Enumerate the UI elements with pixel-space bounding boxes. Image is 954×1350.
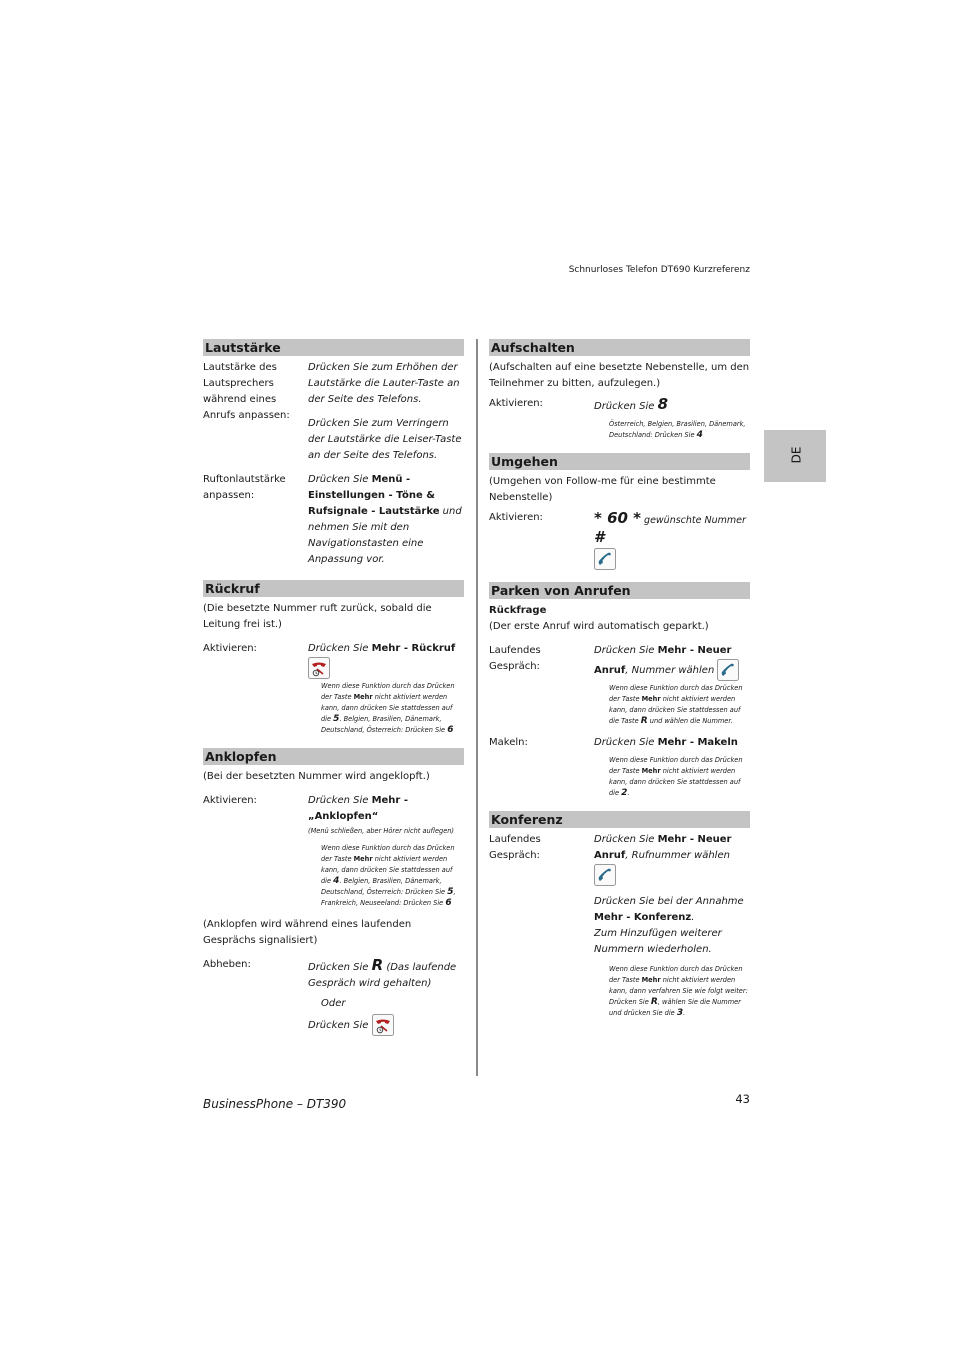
setting-row (203, 472, 464, 568)
setting-row (489, 735, 750, 751)
section-title: Lautstärke (203, 339, 464, 356)
hint: (Menü schließen, aber Hörer nicht auflegen) (308, 827, 454, 835)
setting-row (489, 396, 750, 415)
text: Drücken Sie (308, 643, 372, 654)
section-description: (Der erste Anruf wird automatisch geparkt.) (489, 621, 709, 632)
row-value (308, 957, 464, 992)
row-value (308, 641, 464, 679)
text: . (691, 912, 695, 923)
instruction-text: Zum Hinzufügen weiterer Nummern wiederholen. (594, 928, 722, 955)
key: 5 (447, 887, 454, 897)
text: Wenn diese Funktion durch das Drücken der Taste (321, 682, 455, 701)
row-value (308, 793, 464, 837)
or-text: Oder (321, 998, 346, 1009)
code: * 60 * (594, 509, 642, 527)
footnote (609, 683, 750, 727)
row-label: Laufendes Gespräch: (489, 834, 541, 861)
column-divider (476, 339, 478, 1076)
key: 6 (447, 725, 454, 735)
setting-row (203, 957, 464, 992)
row-value (594, 396, 750, 415)
text: nicht aktiviert werden kann, dann verfahren Sie wie folgt weiter: Drücken Sie (609, 976, 748, 1006)
footnote (609, 964, 750, 1019)
callback-icon (308, 657, 330, 679)
footnote (321, 843, 464, 909)
text: nicht aktiviert werden kann, dann drücken Sie stattdessen auf die (321, 693, 453, 723)
right-column (489, 339, 750, 1031)
text: Drücken Sie (308, 962, 372, 973)
row-value (594, 735, 750, 751)
setting-row (203, 360, 464, 464)
key: 4 (696, 430, 703, 440)
section-description: (Bei der besetzten Nummer wird angeklopft.) (203, 771, 430, 782)
section-description: (Die besetzte Nummer ruft zurück, sobald die Leitung frei ist.) (203, 603, 432, 630)
menu-path: Menü - Einstellungen - Töne & Rufsignale - Lautstärke (308, 474, 440, 517)
menu-path: Mehr - Rückruf (371, 643, 456, 654)
footnote (609, 755, 750, 799)
footnote (321, 681, 464, 736)
row-label: Ruftonlautstärke anpassen: (203, 474, 286, 501)
text: Drücken Sie (594, 834, 658, 845)
row-label: Aktivieren: (203, 795, 257, 806)
key-name: Mehr (641, 767, 661, 775)
section-title: Anklopfen (203, 748, 464, 765)
instruction-text: Drücken Sie zum Erhöhen der Lautstärke die Lauter-Taste an der Seite des Telefons. (308, 362, 460, 405)
text: nicht aktiviert werden kann, dann drücken Sie stattdessen auf die Taste (609, 695, 741, 725)
text: und nehmen Sie mit den Navigationstasten eine Anpassung vor. (308, 506, 462, 565)
left-column (203, 339, 464, 1048)
text: Drücken Sie (308, 795, 372, 806)
page-number: 43 (735, 1092, 750, 1106)
section-title: Aufschalten (489, 339, 750, 356)
text: Drücken Sie bei der Annahme (594, 896, 744, 907)
text: Wenn diese Funktion durch das Drücken der Taste (609, 684, 743, 703)
key-name: Mehr (353, 855, 373, 863)
row-value (308, 360, 464, 464)
row-label: Lautstärke des Lautsprechers während eines Anrufs anpassen: (203, 362, 290, 421)
section-description: (Aufschalten auf eine besetzte Nebenstelle, um den Teilnehmer zu bitten, aufzulegen.) (489, 362, 750, 389)
setting-row (489, 510, 750, 570)
row-label: Aktivieren: (489, 398, 543, 409)
key: R (371, 956, 384, 974)
row-value (308, 472, 464, 568)
key-name: Mehr (641, 976, 661, 984)
subsection-title: Rückfrage (489, 605, 547, 616)
phone-call-icon (594, 864, 616, 886)
text: . Belgien, Brasilien, Dänemark, Deutschland, Österreich: Drücken Sie (321, 877, 448, 896)
phone-call-icon (717, 659, 739, 681)
menu-path: Mehr - „Anklopfen“ (308, 795, 408, 822)
text: nicht aktiviert werden kann, dann drücken Sie stattdessen auf die (321, 855, 453, 885)
row-label: Aktivieren: (203, 643, 257, 654)
setting-row (203, 641, 464, 679)
section-description: (Umgehen von Follow-me für eine bestimmte Nebenstelle) (489, 476, 716, 503)
row-value (594, 510, 750, 570)
key-name: Mehr (353, 693, 373, 701)
key: # (594, 528, 605, 546)
text: nicht aktiviert werden kann, dann drücken Sie stattdessen auf die (609, 767, 741, 797)
key-name: Mehr (641, 695, 661, 703)
key: 3 (676, 1008, 684, 1018)
text: , Nummer wählen (625, 665, 715, 676)
text: und wählen die Nummer. (647, 717, 733, 725)
row-value (308, 1014, 464, 1036)
phone-call-icon (594, 548, 616, 570)
section-description: (Anklopfen wird während eines laufenden Gesprächs signalisiert) (203, 919, 412, 946)
language-tab-label: DE (789, 446, 804, 464)
footnote (609, 419, 750, 441)
instruction-text (594, 894, 750, 926)
row-value (594, 643, 750, 681)
text: , wählen Sie die Nummer und drücken Sie die (609, 998, 741, 1017)
menu-path: Mehr - Makeln (657, 737, 738, 748)
text: Drücken Sie (308, 474, 372, 485)
section-rueckruf (203, 580, 464, 736)
text: Drücken Sie (308, 1020, 369, 1031)
text: Drücken Sie (594, 737, 658, 748)
text: . (683, 1009, 686, 1017)
text: Drücken Sie (594, 645, 658, 656)
row-label: Aktivieren: (489, 512, 543, 523)
menu-path: Mehr - Konferenz (594, 912, 692, 923)
text: . Belgien, Brasilien, Dänemark, Deutschland, Österreich: Drücken Sie (321, 715, 448, 734)
key: 4 (333, 876, 340, 886)
section-title: Rückruf (203, 580, 464, 597)
section-umgehen (489, 453, 750, 570)
text: Wenn diese Funktion durch das Drücken der Taste (321, 844, 455, 863)
footer-product: BusinessPhone – DT390 (203, 1097, 347, 1111)
text: (Das laufende Gespräch wird gehalten) (308, 962, 457, 989)
key: 5 (333, 714, 340, 724)
key: 8 (657, 395, 669, 413)
section-title: Parken von Anrufen (489, 582, 750, 599)
section-lautstaerke (203, 339, 464, 568)
text: Wenn diese Funktion durch das Drücken der Taste (609, 965, 743, 984)
text: , Rufnummer wählen (625, 850, 730, 861)
callback-icon (372, 1014, 394, 1036)
section-title: Umgehen (489, 453, 750, 470)
text: , Frankreich, Neuseeland: Drücken Sie (321, 888, 456, 907)
setting-row (203, 793, 464, 837)
text: . (627, 789, 630, 797)
row-label: Abheben: (203, 959, 251, 970)
row-label: Laufendes Gespräch: (489, 645, 541, 672)
key: R (640, 716, 648, 726)
row-label: Makeln: (489, 737, 528, 748)
instruction-text: Drücken Sie zum Verringern der Lautstärke die Leiser-Taste an der Seite des Telefons. (308, 418, 462, 461)
text: gewünschte Nummer (641, 515, 746, 526)
section-anklopfen (203, 748, 464, 1036)
menu-path: Mehr - Neuer Anruf (594, 645, 732, 676)
setting-row (489, 832, 750, 958)
text: Österreich, Belgien, Brasilien, Dänemark, Deutschland: Drücken Sie (609, 420, 746, 439)
section-parken (489, 582, 750, 799)
menu-path: Mehr - Neuer Anruf (594, 834, 732, 861)
setting-row (489, 643, 750, 681)
key: R (650, 997, 658, 1007)
row-value (594, 832, 750, 958)
running-header: Schnurloses Telefon DT690 Kurzreferenz (568, 265, 750, 275)
section-aufschalten (489, 339, 750, 441)
text: Wenn diese Funktion durch das Drücken der Taste (609, 756, 743, 775)
key: 2 (621, 788, 628, 798)
language-tab (764, 430, 826, 482)
text: Drücken Sie (594, 401, 658, 412)
section-konferenz (489, 811, 750, 1019)
key: 6 (445, 898, 452, 908)
section-title: Konferenz (489, 811, 750, 828)
